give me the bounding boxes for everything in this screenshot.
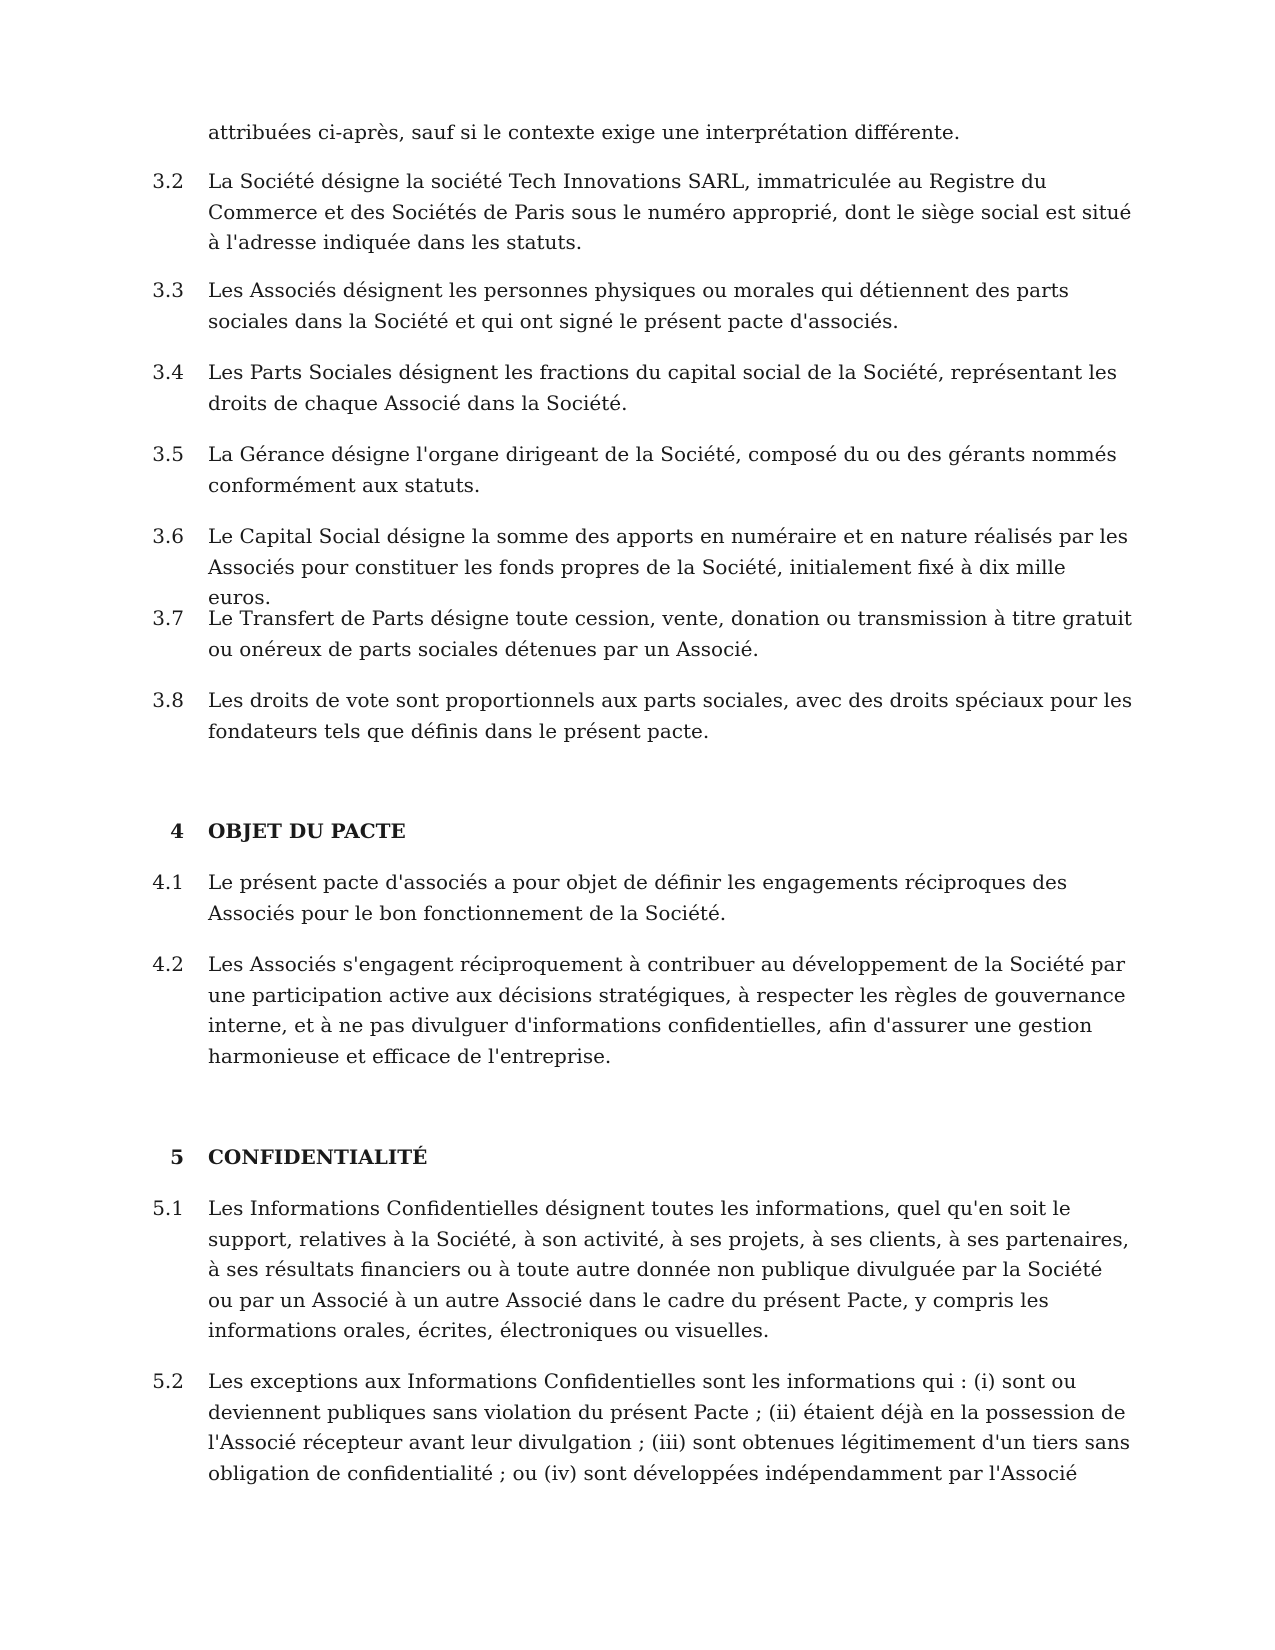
clause-text: Le Capital Social désigne la somme des apports en numéraire et en nature réalisés par les Associés pour constituer les fonds propres de la Société, initialement fixé à dix mille euros. (208, 524, 1128, 609)
clause-text: Les Parts Sociales désignent les fractions du capital social de la Société, représentant les droits de chaque Associé dans la Société. (208, 360, 1117, 415)
section-title: OBJET DU PACTE (208, 819, 406, 843)
clause-number: 3.3 (152, 278, 184, 302)
clause-text: Les Informations Confidentielles désignent toutes les informations, quel qu'en soit le support, relatives à la Société, à son activité, à ses projets, à ses clients, à ses partenaires, à ses résultats financiers ou à toute autre donnée non publique divulguée par la Société ou par un Associé à un autre Associé dans le cadre du présent Pacte, y compris les informations orales, écrites, électroniques ou visuelles. (208, 1196, 1129, 1342)
clause-number: 3.2 (152, 169, 184, 193)
clause-number: 3.8 (152, 688, 184, 712)
clause-number: 5.1 (152, 1196, 184, 1220)
clause-number: 3.6 (152, 524, 184, 548)
clause-text: La Gérance désigne l'organe dirigeant de la Société, composé du ou des gérants nommés conformément aux statuts. (208, 442, 1117, 497)
clause-number: 3.7 (152, 606, 184, 630)
clause-text: Les exceptions aux Informations Confidentielles sont les informations qui : (i) sont ou deviennent publiques sans violation du présent Pacte ; (ii) étaient déjà en la possession de l'Associé récepteur avant leur divulgation ; (iii) sont obtenues légitimement d'un tiers sans obligation de confidentialité ; ou (iv) sont développées indépendamment par l'Associé (208, 1369, 1130, 1485)
clause-text: Le présent pacte d'associés a pour objet de définir les engagements réciproques des Associés pour le bon fonctionnement de la Société. (208, 870, 1068, 925)
section-title: CONFIDENTIALITÉ (208, 1145, 428, 1169)
section-number: 4 (170, 819, 184, 843)
clause-text: La Société désigne la société Tech Innovations SARL, immatriculée au Registre du Commerce et des Sociétés de Paris sous le numéro approprié, dont le siège social est situé à l'adresse indiquée dans les statuts. (208, 169, 1132, 254)
section-number: 5 (170, 1145, 184, 1169)
clause-number: 4.1 (152, 870, 184, 894)
clause-text: Les Associés désignent les personnes physiques ou morales qui détiennent des parts sociales dans la Société et qui ont signé le présent pacte d'associés. (208, 278, 1069, 333)
clause-text: Les Associés s'engagent réciproquement à contribuer au développement de la Société par une participation active aux décisions stratégiques, à respecter les règles de gouvernance interne, et à ne pas divulguer d'informations confidentielles, afin d'assurer une gestion harmonieuse et efficace de l'entreprise. (208, 952, 1126, 1068)
clause-text: Les droits de vote sont proportionnels aux parts sociales, avec des droits spéciaux pour les fondateurs tels que définis dans le présent pacte. (208, 688, 1133, 743)
clause-number: 3.4 (152, 360, 184, 384)
clause-number: 3.5 (152, 442, 184, 466)
continuation-text: attribuées ci-après, sauf si le contexte exige une interprétation différente. (208, 120, 961, 144)
clause-number: 5.2 (152, 1369, 184, 1393)
clause-text: Le Transfert de Parts désigne toute cession, vente, donation ou transmission à titre gratuit ou onéreux de parts sociales détenues par un Associé. (208, 606, 1132, 661)
clause-number: 4.2 (152, 952, 184, 976)
